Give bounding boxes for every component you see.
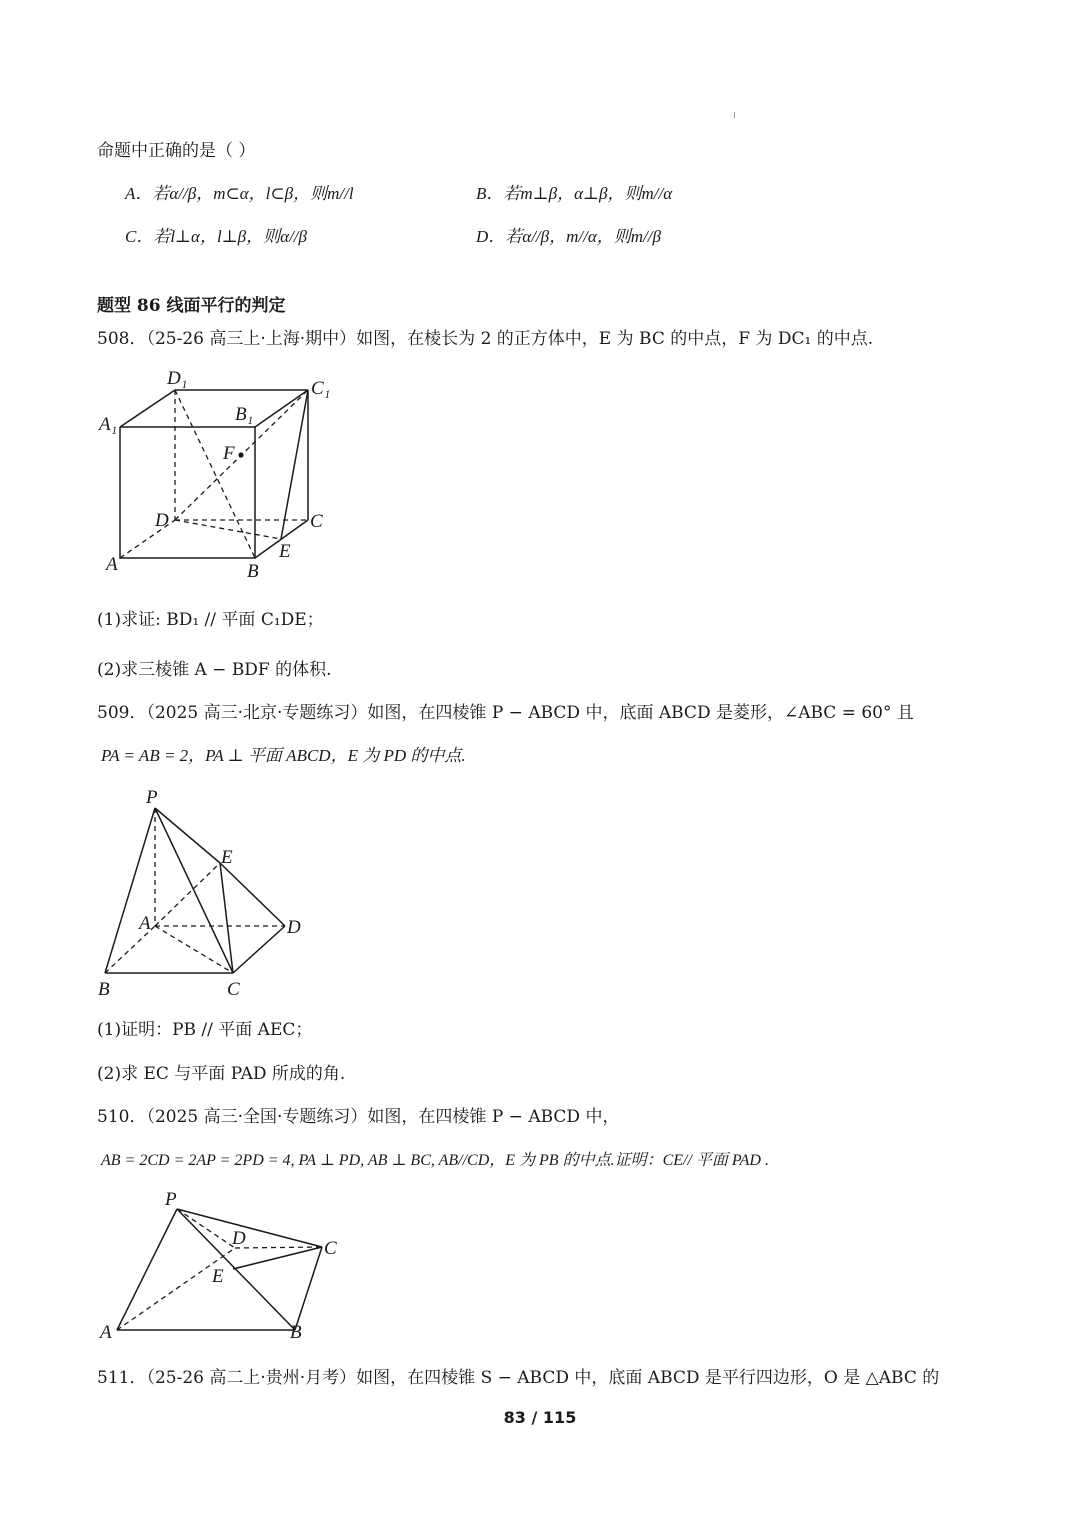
q509-number: 509． (97, 703, 147, 723)
label-c1: C₁ (311, 378, 331, 399)
label-d: D (155, 510, 169, 531)
label-e: E (221, 847, 233, 868)
label-d: D (232, 1228, 246, 1249)
label-c: C (227, 979, 240, 1000)
q508-body: （25-26 高三上·上海·期中）如图，在棱长为 2 的正方体中，E 为 BC 的中点，F 为 DC₁ 的中点. (146, 329, 874, 349)
q511-text (97, 1367, 939, 1389)
label-d: D (287, 917, 301, 938)
edge-b1-c1 (255, 390, 308, 427)
edge-e-d (220, 863, 285, 926)
segment-e-c (233, 1247, 322, 1269)
pyramid-figure-510 (90, 1187, 360, 1347)
label-a: A (139, 913, 151, 934)
point-f (238, 452, 243, 457)
option-b: B．若m⊥β，α⊥β，则m//α (476, 184, 673, 203)
q509-part2: (2)求 EC 与平面 PAD 所成的角. (97, 1064, 346, 1084)
edge-p-e (155, 808, 220, 863)
edge-p-d (177, 1209, 235, 1248)
option-d: D．若α//β，m//α，则m//β (476, 227, 661, 246)
label-a: A (106, 554, 118, 575)
q511-body: （25-26 高二上·贵州·月考）如图，在四棱锥 S − ABCD 中，底面 ABCD 是平行四边形，O 是 △ABC 的 (146, 1368, 940, 1388)
q510-text-line2: AB = 2CD = 2AP = 2PD = 4, PA ⊥ PD, AB ⊥ BC, AB//CD，E 为 PB 的中点.证明：CE// 平面 PAD . (101, 1152, 769, 1169)
edge-p-c (155, 808, 233, 973)
pyramid-figure-509 (90, 783, 315, 1003)
q509-text-line2: PA = AB = 2，PA ⊥ 平面 ABCD，E 为 PD 的中点. (101, 746, 466, 765)
q508-number: 508． (97, 329, 147, 349)
label-b: B (247, 561, 259, 582)
q510-text-line1 (97, 1106, 619, 1128)
label-c: C (324, 1238, 337, 1259)
q510-body: （2025 高三·全国·专题练习）如图，在四棱锥 P − ABCD 中， (146, 1107, 620, 1127)
label-b1: B₁ (235, 404, 254, 425)
label-b: B (290, 1322, 302, 1343)
edge-p-c (177, 1209, 322, 1247)
label-e: E (212, 1266, 224, 1287)
label-p: P (146, 787, 158, 808)
edge-p-a (117, 1209, 177, 1330)
q509-part1: (1)证明：PB // 平面 AEC； (97, 1020, 313, 1040)
label-a1: A₁ (99, 414, 118, 435)
label-e: E (279, 541, 291, 562)
edge-a-d (117, 1248, 235, 1330)
edge-p-b (105, 808, 155, 973)
segment-a-e (155, 863, 220, 926)
edge-a1-d1 (120, 390, 175, 427)
q510-number: 510． (97, 1107, 147, 1127)
segment-d-e (175, 520, 281, 539)
cube-front-face (120, 427, 255, 558)
label-b: B (98, 979, 110, 1000)
q509-text-line1 (97, 702, 914, 724)
edge-c-d (233, 926, 285, 973)
option-c: C．若l⊥α，l⊥β，则α//β (125, 227, 307, 246)
label-a: A (100, 1322, 112, 1343)
edge-d-c (235, 1247, 322, 1248)
label-c: C (310, 511, 323, 532)
question-stem: 命题中正确的是（ ） (97, 141, 256, 161)
scan-mark (734, 112, 735, 118)
q511-number: 511． (97, 1368, 147, 1388)
q508-text (97, 328, 873, 350)
edge-b-c (295, 1247, 322, 1330)
label-p: P (165, 1189, 177, 1210)
label-d1: D₁ (167, 368, 188, 389)
segment-e-c (220, 863, 233, 973)
q509-body: （2025 高三·北京·专题练习）如图，在四棱锥 P − ABCD 中，底面 ABCD 是菱形，∠ABC = 60° 且 (146, 703, 914, 723)
q508-part2: (2)求三棱锥 A − BDF 的体积. (97, 660, 332, 680)
option-a: A．若α//β，m⊂α，l⊂β，则m//l (125, 184, 354, 203)
q508-part1: (1)求证: BD₁ // 平面 C₁DE； (97, 610, 324, 630)
cube-figure (95, 362, 345, 584)
page-number: 83 / 115 (503, 1408, 577, 1427)
section-title: 题型 86 线面平行的判定 (97, 296, 286, 316)
label-f: F (223, 443, 235, 464)
